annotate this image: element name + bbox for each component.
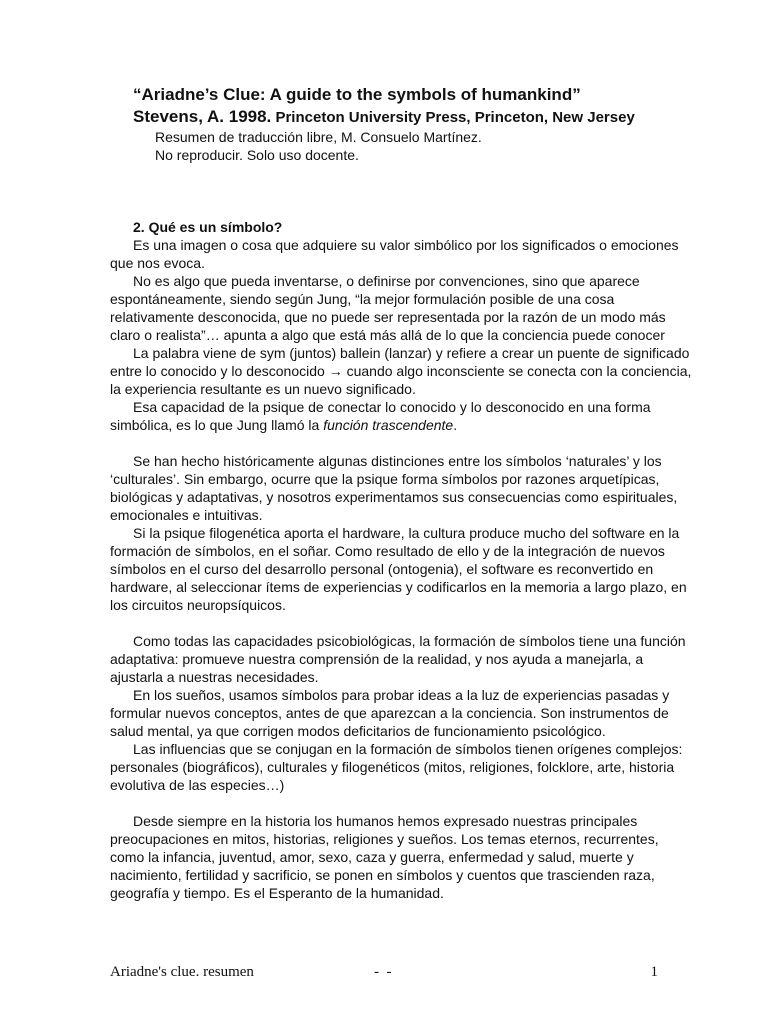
paragraph-line <box>110 416 710 434</box>
footer-running-title: Ariadne's clue. resumen <box>110 964 254 980</box>
paragraph-line: emocionales e intuitivas. <box>110 507 263 523</box>
paragraph-line: símbolos en el curso del desarrollo personal (ontogenia), el software es reconvertido en <box>110 561 654 577</box>
paragraph-line: personales (biográficos), culturales y filogenéticos (mitos, religiones, folcklore, arte, historia <box>110 759 675 775</box>
paragraph-line: nacimiento, fertilidad y sacrificio, se ponen en símbolos y cuentos que trascienden raza, <box>110 867 655 883</box>
paragraph-line: Desde siempre en la historia los humanos hemos expresado nuestras principales <box>133 813 638 829</box>
book-title: “Ariadne’s Clue: A guide to the symbols of humankind” <box>133 85 581 104</box>
paragraph-line: Se han hecho históricamente algunas distinciones entre los símbolos ‘naturales’ y los <box>133 453 662 469</box>
paragraph-spacer <box>110 434 710 452</box>
document-header <box>133 84 733 164</box>
paragraph-line: la experiencia resultante es un nuevo significado. <box>110 381 416 397</box>
paragraph-line: En los sueños, usamos símbolos para probar ideas a la luz de experiencias pasadas y <box>133 687 670 703</box>
usage-note: No reproducir. Solo uso docente. <box>155 147 359 163</box>
paragraph-line: Si la psique filogenética aporta el hardware, la cultura produce mucho del software en la <box>133 525 680 541</box>
document-body <box>110 218 710 902</box>
paragraph-line: La palabra viene de sym (juntos) ballein (lanzar) y refiere a crear un puente de significado <box>133 345 690 361</box>
paragraph-line: adaptativa: promueve nuestra comprensión de la realidad, y nos ayuda a manejarla, a <box>110 651 644 667</box>
section-heading: 2. Qué es un símbolo? <box>133 219 283 235</box>
paragraph-spacer <box>110 614 710 632</box>
author-year: Stevens, A. 1998. <box>133 107 272 126</box>
paragraph-text: simbólica, es lo que Jung llamó la <box>110 417 324 433</box>
paragraph-line: formular nuevos conceptos, antes de que aparezcan a la conciencia. Son instrumentos de <box>110 705 669 721</box>
paragraph-text: . <box>453 417 458 433</box>
translation-note: Resumen de traducción libre, M. Consuelo Martínez. <box>155 129 482 145</box>
paragraph-line: salud mental, ya que corrigen modos deficitarios de funcionamiento psicológico. <box>110 723 606 739</box>
paragraph-line: Las influencias que se conjugan en la formación de símbolos tienen orígenes complejos: <box>133 741 683 757</box>
paragraph-line: espontáneamente, siendo según Jung, “la mejor formulación posible de una cosa <box>110 291 615 307</box>
paragraph-line: Esa capacidad de la psique de conectar lo conocido y lo desconocido en una forma <box>133 399 651 415</box>
paragraph-line: hardware, al seleccionar ítems de experiencias y codificarlos en la memoria a largo plazo, en <box>110 579 687 595</box>
paragraph-line: ajustarla a nuestras necesidades. <box>110 669 319 685</box>
paragraph-line: biológicas y adaptativas, y nosotros experimentamos sus consecuencias como espirituales, <box>110 489 678 505</box>
page-number: 1 <box>650 964 658 980</box>
paragraph-line: formación de símbolos, en el soñar. Como resultado de ello y de la integración de nuevos <box>110 543 665 559</box>
paragraph-line: ‘culturales’. Sin embargo, ocurre que la psique forma símbolos por razones arquetípicas, <box>110 471 660 487</box>
paragraph-line: preocupaciones en mitos, historias, religiones y sueños. Los temas eternos, recurrentes, <box>110 831 659 847</box>
paragraph-line: los circuitos neuropsíquicos. <box>110 597 286 613</box>
paragraph-spacer <box>110 794 710 812</box>
page-footer <box>110 964 658 984</box>
emphasis-term: función trascendente <box>323 417 454 433</box>
publisher: Princeton University Press, Princeton, New Jersey <box>271 109 635 126</box>
paragraph-line: claro o realista”… apunta a algo que está más allá de lo que la conciencia puede conocer <box>110 327 665 343</box>
paragraph-line: No es algo que pueda inventarse, o definirse por convenciones, sino que aparece <box>133 273 640 289</box>
paragraph-line: Es una imagen o cosa que adquiere su valor simbólico por los significados o emociones <box>133 237 679 253</box>
paragraph-line: evolutiva de las especies…) <box>110 777 285 793</box>
paragraph-line: relativamente desconocida, que no puede ser representada por la razón de un modo más <box>110 309 666 325</box>
paragraph-line: que nos evoca. <box>110 255 205 271</box>
book-citation <box>133 106 733 128</box>
paragraph-line: geografía y tiempo. Es el Esperanto de la humanidad. <box>110 885 444 901</box>
paragraph-line: como la infancia, juventud, amor, sexo, caza y guerra, enfermedad y salud, muerte y <box>110 849 634 865</box>
footer-center-marker: - - <box>374 964 392 980</box>
paragraph-line: Como todas las capacidades psicobiológicas, la formación de símbolos tiene una función <box>133 633 686 649</box>
paragraph-line: entre lo conocido y lo desconocido → cuando algo inconsciente se conecta con la conciencia, <box>110 363 692 379</box>
